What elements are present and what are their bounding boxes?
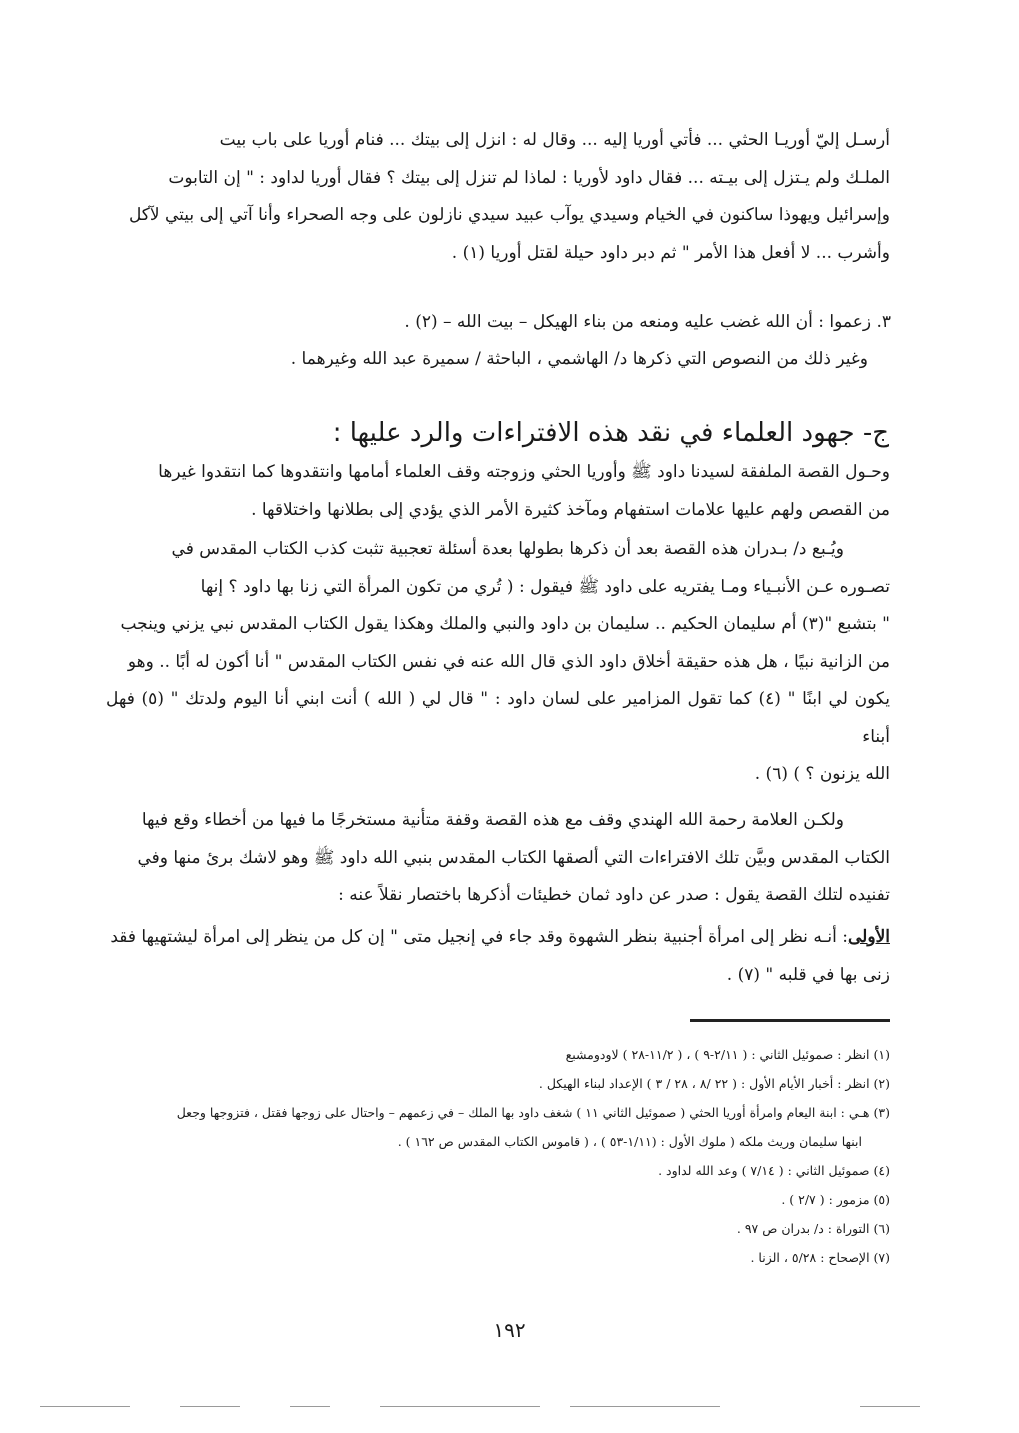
scan-artifact-line xyxy=(180,1406,240,1407)
paragraph-hindi xyxy=(106,802,890,915)
text-line: من القصص ولهم عليها علامات استفهام ومآخذ كثيرة الأمر الذي يؤدي إلى بطلانها واختلاقها . xyxy=(251,499,890,520)
scan-artifact-line xyxy=(40,1406,130,1407)
text-line: زنى بها في قلبه " (٧) . xyxy=(726,964,890,985)
first-sin-label: الأولى xyxy=(848,927,890,947)
footnote-6: (٦) التوراة : د/ بدران ص ٩٧ . xyxy=(736,1221,890,1236)
text-line: تفنيده لتلك القصة يقول : صدر عن داود ثمان خطيئات أذكرها باختصار نقلاً عنه : xyxy=(338,885,890,905)
text-line: وأشرب ... لا أفعل هذا الأمر " ثم دبر داود حيلة لقتل أوريا (١) . xyxy=(451,242,890,263)
section-heading: ج- جهود العلماء في نقد هذه الافتراءات والرد عليها : xyxy=(332,418,889,448)
text-line: وحـول القصة الملفقة لسيدنا داود ﷺ وأوريا الحثي وزوجته وقف العلماء أمامها وانتقدوها كما انتقدوا غيرها xyxy=(158,462,890,482)
footnote-3: (٣) هـي : ابنة اليعام وامرأة أوريا الحثي ( صموئيل الثاني ١١ ) شغف داود بها الملك – في زعمهم – واحتال على زوجها فقتل ، فتزوجها وجعل xyxy=(176,1105,890,1120)
first-sin-text: : أنـه نظر إلى امرأة أجنبية بنظر الشهوة وقد جاء في إنجيل متى " إن كل من ينظر إلى امرأة ليشتهيها فقد xyxy=(110,927,849,947)
paragraph-intro xyxy=(106,454,890,529)
footnote-4: (٤) صموئيل الثاني : ( ٧/١٤ ) وعد الله لداود . xyxy=(658,1163,890,1178)
list-item-3: ٣. زعموا : أن الله غضب عليه ومنعه من بناء الهيكل – بيت الله – (٢) . xyxy=(404,312,891,332)
paragraph-first-sin xyxy=(106,919,890,994)
list-item-3-continuation: وغير ذلك من النصوص التي ذكرها د/ الهاشمي ، الباحثة / سميرة عبد الله وغيرهما . xyxy=(290,349,868,369)
scan-artifact-line xyxy=(860,1406,920,1407)
scan-artifact-line xyxy=(380,1406,540,1407)
text-line: أرسـل إليّ أوريـا الحثي ... فأتي أوريا إليه ... وقال له : انزل إلى بيتك ... فنام أوريا على باب بيت xyxy=(219,130,890,150)
text-line: " بتشبع "(٣) أم سليمان الحكيم .. سليمان بن داود والنبي والملك وهكذا يقول الكتاب المقدس نبي يزني وينجب xyxy=(120,614,890,634)
text-line: الله يزنون ؟ ) (٦) . xyxy=(754,764,890,784)
text-line xyxy=(106,919,890,957)
footnote-7: (٧) الإصحاح : ٥/٢٨ ، الزنا . xyxy=(750,1250,890,1265)
page-number: ١٩٢ xyxy=(493,1318,526,1342)
text-line: يكون لي ابنًا " (٤) كما تقول المزامير على لسان داود : " قال لي ( الله ) أنت ابني أنا اليوم ولدتك " (٥) فهل أبناء xyxy=(106,689,890,747)
footnote-1: (١) انظر : صموئيل الثاني : ( ٢/١١-٩ ) ، ( ١١/٢-٢٨ ) لاودومشبع xyxy=(565,1047,890,1062)
text-line: الملـك ولم يـتزل إلى بيـته ... فقال داود لأوريا : لماذا لم تنزل إلى بيتك ؟ فقال أوريا لداود : " إن التابوت xyxy=(168,167,890,188)
paragraph-badran xyxy=(106,531,890,794)
text-line: من الزانية نبيًا ، هل هذه حقيقة أخلاق داود الذي قال الله عنه في نفس الكتاب المقدس " أنا أكون له أبًا .. وهو xyxy=(127,651,890,672)
footnote-5: (٥) مزمور : ( ٢/٧ ) . xyxy=(781,1192,890,1207)
text-line: الكتاب المقدس وبيَّن تلك الافتراءات التي ألصقها الكتاب المقدس بنبي الله داود ﷺ وهو لاشك برئ منها وفي xyxy=(137,847,890,868)
footnote-3-continuation: ابنها سليمان وريث ملكه ( ملوك الأول : (١/١١-٥٣ ) ، ( قاموس الكتاب المقدس ص ١٦٢ ) . xyxy=(397,1134,862,1149)
text-line: وإسرائيل ويهوذا ساكنون في الخيام وسيدي يوآب عبيد سيدي نازلون على وجه الصحراء وأنا آتي إلى بيتي لآكل xyxy=(128,205,890,225)
scan-artifact-line xyxy=(290,1406,330,1407)
footnote-separator xyxy=(690,1019,890,1022)
footnotes xyxy=(106,1040,890,1272)
text-line: ويُـبع د/ بـدران هذه القصة بعد أن ذكرها بطولها بعدة أسئلة تعجبية تثبت كذب الكتاب المقدس في xyxy=(171,539,844,559)
text-line: تصـوره عـن الأنبـياء ومـا يفتريه على داود ﷺ فيقول : ( تُري من تكون المرأة التي زنا بها داود ؟ إنها xyxy=(200,576,890,597)
paragraph-story xyxy=(106,122,890,272)
text-line: ولكـن العلامة رحمة الله الهندي وقف مع هذه القصة وقفة متأنية مستخرجًا ما فيها من أخطاء وقع فيها xyxy=(141,810,844,830)
footnote-2: (٢) انظر : أخبار الأيام الأول : ( ٢٢ /٨ ، ٢٨ / ٣ ) الإعداد لبناء الهيكل . xyxy=(538,1076,890,1091)
scan-artifact-line xyxy=(570,1406,720,1407)
